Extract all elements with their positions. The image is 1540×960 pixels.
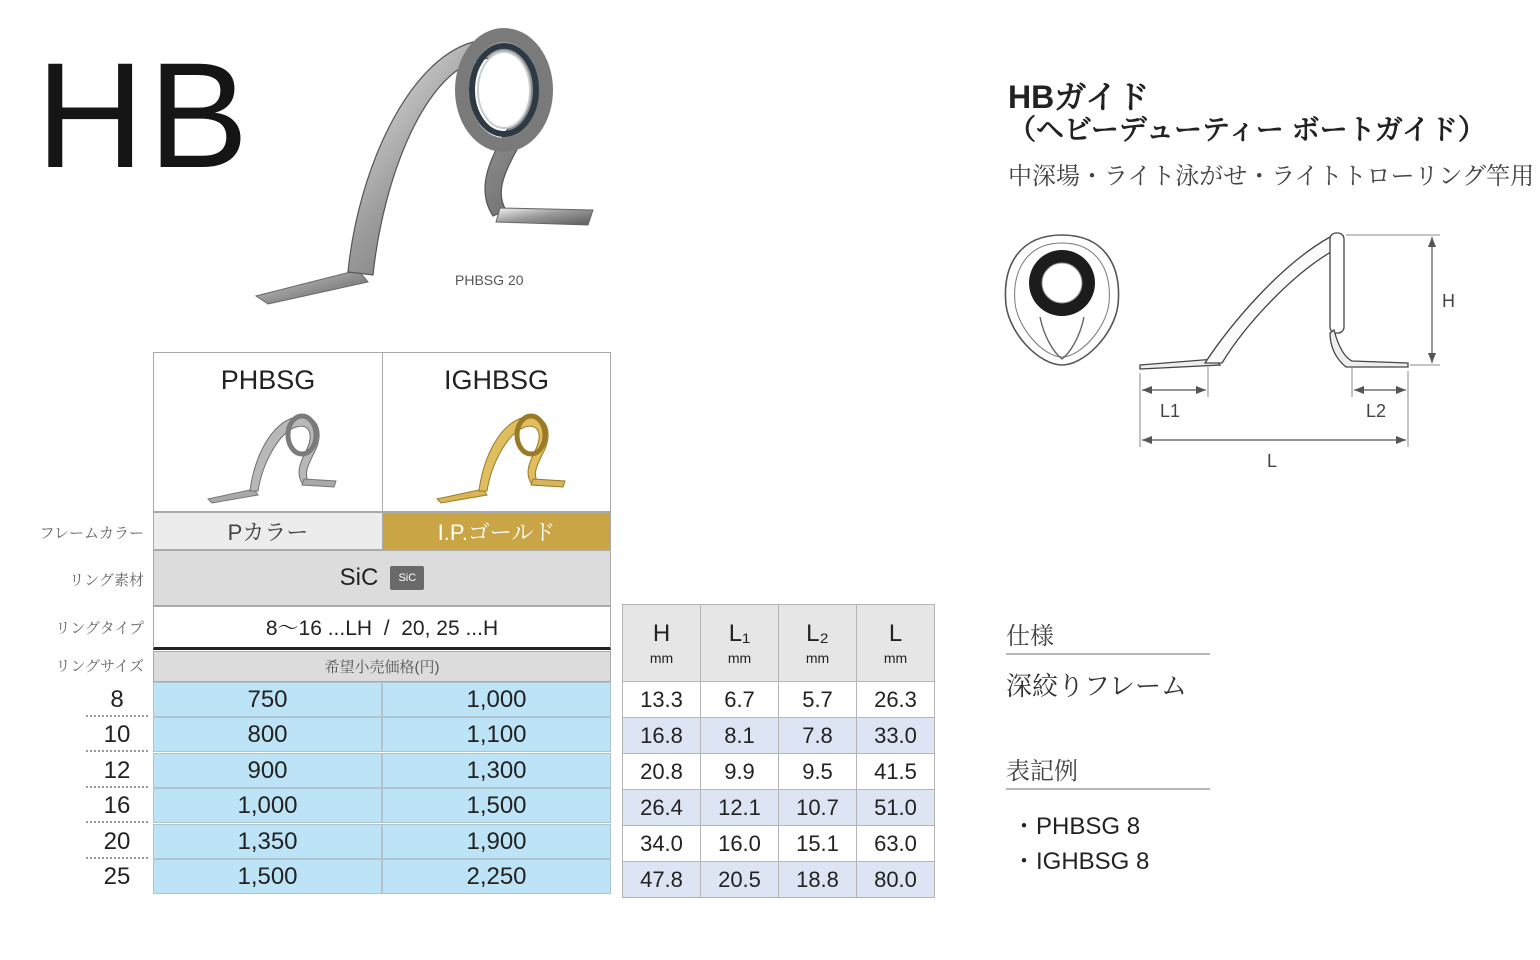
price-phbsg: 1,500 <box>153 859 382 894</box>
table-row <box>623 826 935 862</box>
front-view-icon <box>1005 235 1118 365</box>
ring-material-cell <box>153 550 611 606</box>
dim-cell: 41.5 <box>857 754 935 790</box>
price-row <box>153 682 611 717</box>
ring-size-label: 10 <box>86 717 148 752</box>
dim-cell: 7.8 <box>779 718 857 754</box>
model-name: IGHBSG <box>443 365 550 395</box>
ring-size-label: 16 <box>86 788 148 823</box>
price-phbsg: 1,000 <box>153 788 382 823</box>
price-row <box>153 788 611 823</box>
frame-color-ip-gold: I.P.ゴールド <box>382 512 611 550</box>
divider <box>1006 788 1210 790</box>
price-ighbsg: 1,900 <box>382 824 611 859</box>
notation-heading: 表記例 <box>1006 758 1078 785</box>
label-ring-material: リング素材 <box>69 572 144 589</box>
product-name: HBガイド <box>1008 79 1150 115</box>
silver-guide-icon <box>198 409 338 505</box>
price-ighbsg: 1,500 <box>382 788 611 823</box>
product-usage: 中深場・ライト泳がせ・ライトトローリング竿用 <box>1008 163 1535 190</box>
label-ring-type: リングタイプ <box>55 620 144 637</box>
ring-size-label: 20 <box>86 824 148 859</box>
dim-cell: 47.8 <box>623 862 701 898</box>
ring-size-label: 8 <box>86 682 148 717</box>
dim-cell: 20.8 <box>623 754 701 790</box>
notation-example: ・IGHBSG 8 <box>1012 848 1150 875</box>
model-header-phbsg <box>153 352 383 512</box>
guide-product-image <box>238 20 608 310</box>
label-frame-color: フレームカラー <box>39 525 144 542</box>
dim-header-h: H mm <box>623 605 701 682</box>
price-ighbsg: 2,250 <box>382 859 611 894</box>
dim-cell: 51.0 <box>857 790 935 826</box>
dim-cell: 63.0 <box>857 826 935 862</box>
price-phbsg: 750 <box>153 682 382 717</box>
dim-cell: 16.8 <box>623 718 701 754</box>
dim-cell: 8.1 <box>701 718 779 754</box>
ring-type-cell: 8〜16 ...LH / 20, 25 ...H <box>153 606 611 650</box>
price-phbsg: 1,350 <box>153 824 382 859</box>
diagram-label-l1: L1 <box>1160 401 1181 421</box>
model-name: PHBSG <box>220 365 316 395</box>
dim-cell: 5.7 <box>779 682 857 718</box>
product-subtitle: （ヘビーデューティー ボートガイド） <box>1008 114 1486 145</box>
series-title: HB <box>36 31 253 199</box>
dim-cell: 6.7 <box>701 682 779 718</box>
side-view-icon <box>1140 233 1408 369</box>
gold-guide-icon <box>427 409 567 505</box>
dim-header-l2: L₂ mm <box>779 605 857 682</box>
sic-badge-icon: SiC <box>390 566 424 590</box>
dim-cell: 16.0 <box>701 826 779 862</box>
table-row <box>623 682 935 718</box>
table-row <box>623 718 935 754</box>
dim-cell: 9.9 <box>701 754 779 790</box>
spec-heading: 仕様 <box>1006 623 1054 650</box>
dimension-diagram <box>1000 225 1460 475</box>
diagram-label-h: H <box>1442 291 1455 311</box>
frame-color-p: Pカラー <box>153 512 383 550</box>
hero-caption: PHBSG 20 <box>455 272 524 288</box>
diagram-label-l2: L2 <box>1366 401 1387 421</box>
price-row <box>153 717 611 752</box>
price-ighbsg: 1,100 <box>382 717 611 752</box>
notation-example: ・PHBSG 8 <box>1012 813 1141 840</box>
diagram-label-l: L <box>1267 451 1278 471</box>
price-phbsg: 800 <box>153 717 382 752</box>
price-phbsg: 900 <box>153 753 382 788</box>
dim-cell: 80.0 <box>857 862 935 898</box>
dim-cell: 20.5 <box>701 862 779 898</box>
divider <box>1006 653 1210 655</box>
dim-cell: 13.3 <box>623 682 701 718</box>
ring-size-label: 12 <box>86 753 148 788</box>
price-ighbsg: 1,300 <box>382 753 611 788</box>
dim-header-l: L mm <box>857 605 935 682</box>
price-row <box>153 859 611 894</box>
dim-cell: 18.8 <box>779 862 857 898</box>
dim-cell: 10.7 <box>779 790 857 826</box>
dim-cell: 12.1 <box>701 790 779 826</box>
price-header: 希望小売価格(円) <box>153 651 611 682</box>
ring-size-label: 25 <box>103 863 131 890</box>
dim-header-l1: L₁ mm <box>701 605 779 682</box>
price-row <box>153 824 611 859</box>
dim-cell: 34.0 <box>623 826 701 862</box>
table-row <box>623 754 935 790</box>
label-ring-size: リングサイズ <box>55 658 144 675</box>
dim-cell: 33.0 <box>857 718 935 754</box>
dim-cell: 26.4 <box>623 790 701 826</box>
spec-body: 深絞りフレーム <box>1006 671 1187 701</box>
dim-cell: 26.3 <box>857 682 935 718</box>
dim-cell: 9.5 <box>779 754 857 790</box>
table-row <box>623 790 935 826</box>
ring-material-value: SiC <box>339 564 379 591</box>
table-row <box>623 862 935 898</box>
price-row <box>153 753 611 788</box>
dim-cell: 15.1 <box>779 826 857 862</box>
price-ighbsg: 1,000 <box>382 682 611 717</box>
model-header-ighbsg <box>382 352 611 512</box>
dimensions-table <box>622 604 935 898</box>
